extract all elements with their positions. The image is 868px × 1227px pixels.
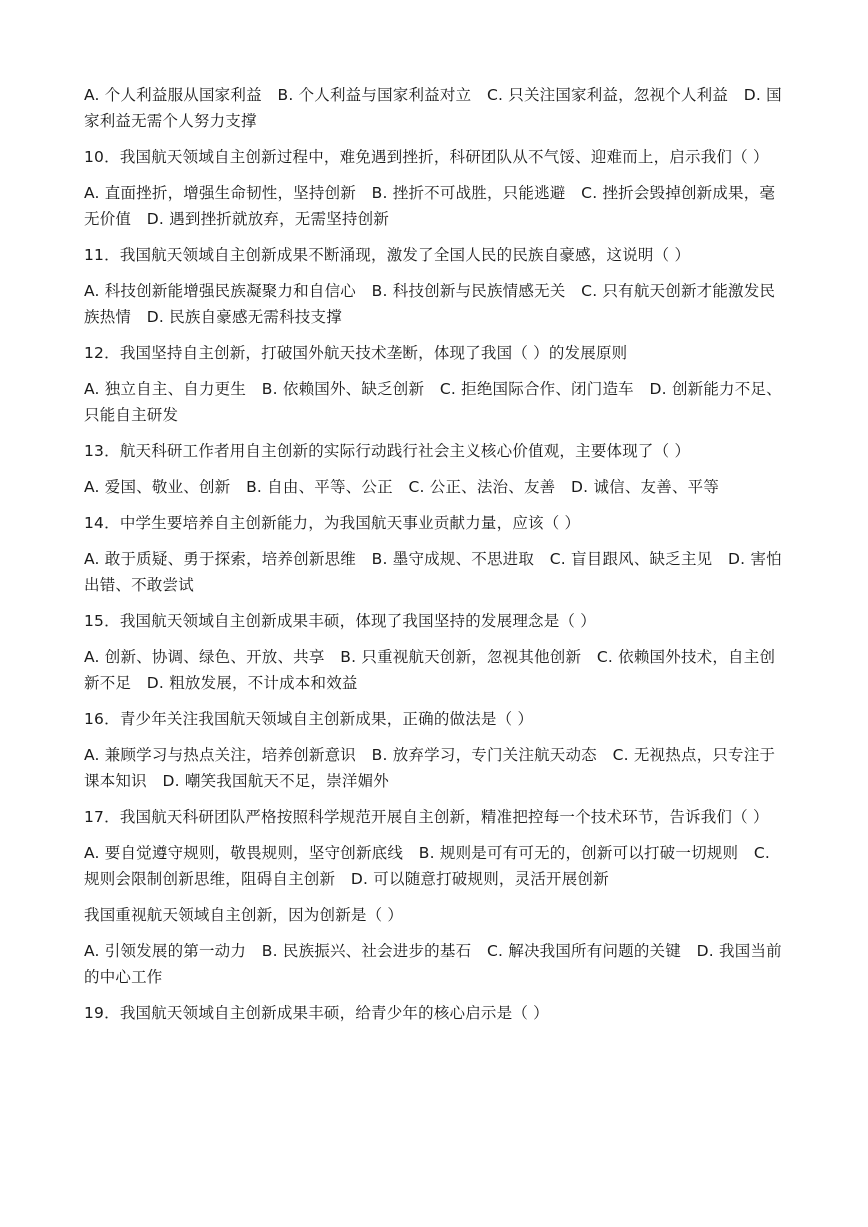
question-17: 17．我国航天科研团队严格按照科学规范开展自主创新，精准把控每一个技术环节，告诉我们（ ） [84, 808, 769, 826]
question-14: 14．中学生要培养自主创新能力，为我国航天事业贡献力量，应该（ ） [84, 514, 581, 532]
question-18: 我国重视航天领域自主创新，因为创新是（ ） [84, 906, 404, 924]
answer-options-10: A. 直面挫折，增强生命韧性，坚持创新 B. 挫折不可战胜，只能逃避 C. 挫折会毁掉创新成果，毫无价值 D. 遇到挫折就放弃，无需坚持创新 [84, 184, 776, 228]
question-16: 16．青少年关注我国航天领域自主创新成果，正确的做法是（ ） [84, 710, 534, 728]
answer-options-16: A. 兼顾学习与热点关注，培养创新意识 B. 放弃学习，专门关注航天动态 C. 无视热点，只专注于课本知识 D. 嘲笑我国航天不足，崇洋媚外 [84, 746, 776, 790]
question-11: 11．我国航天领域自主创新成果不断涌现，激发了全国人民的民族自豪感，这说明（ ） [84, 246, 691, 264]
answer-options-9: A. 个人利益服从国家利益 B. 个人利益与国家利益对立 C. 只关注国家利益，忽视个人利益 D. 国家利益无需个人努力支撑 [84, 86, 782, 130]
document-page [84, 82, 784, 1036]
answer-options-14: A. 敢于质疑、勇于探索，培养创新思维 B. 墨守成规、不思进取 C. 盲目跟风、缺乏主见 D. 害怕出错、不敢尝试 [84, 550, 782, 594]
answer-options-11: A. 科技创新能增强民族凝聚力和自信心 B. 科技创新与民族情感无关 C. 只有航天创新才能激发民族热情 D. 民族自豪感无需科技支撑 [84, 282, 776, 326]
question-15: 15．我国航天领域自主创新成果丰硕，体现了我国坚持的发展理念是（ ） [84, 612, 596, 630]
answer-options-12: A. 独立自主、自力更生 B. 依赖国外、缺乏创新 C. 拒绝国际合作、闭门造车 D. 创新能力不足、只能自主研发 [84, 380, 782, 424]
answer-options-18: A. 引领发展的第一动力 B. 民族振兴、社会进步的基石 C. 解决我国所有问题的关键 D. 我国当前的中心工作 [84, 942, 782, 986]
question-13: 13．航天科研工作者用自主创新的实际行动践行社会主义核心价值观，主要体现了（ ） [84, 442, 691, 460]
question-10: 10．我国航天领域自主创新过程中，难免遇到挫折，科研团队从不气馁、迎难而上，启示我们（ ） [84, 148, 769, 166]
question-19: 19．我国航天领域自主创新成果丰硕，给青少年的核心启示是（ ） [84, 1004, 549, 1022]
question-12: 12．我国坚持自主创新，打破国外航天技术垄断，体现了我国（ ）的发展原则 [84, 344, 628, 362]
answer-options-13: A. 爱国、敬业、创新 B. 自由、平等、公正 C. 公正、法治、友善 D. 诚信、友善、平等 [84, 478, 720, 496]
answer-options-15: A. 创新、协调、绿色、开放、共享 B. 只重视航天创新，忽视其他创新 C. 依赖国外技术，自主创新不足 D. 粗放发展，不计成本和效益 [84, 648, 776, 692]
answer-options-17: A. 要自觉遵守规则，敬畏规则，坚守创新底线 B. 规则是可有可无的，创新可以打破一切规则 C. 规则会限制创新思维，阻碍自主创新 D. 可以随意打破规则，灵活开展创新 [84, 844, 771, 888]
